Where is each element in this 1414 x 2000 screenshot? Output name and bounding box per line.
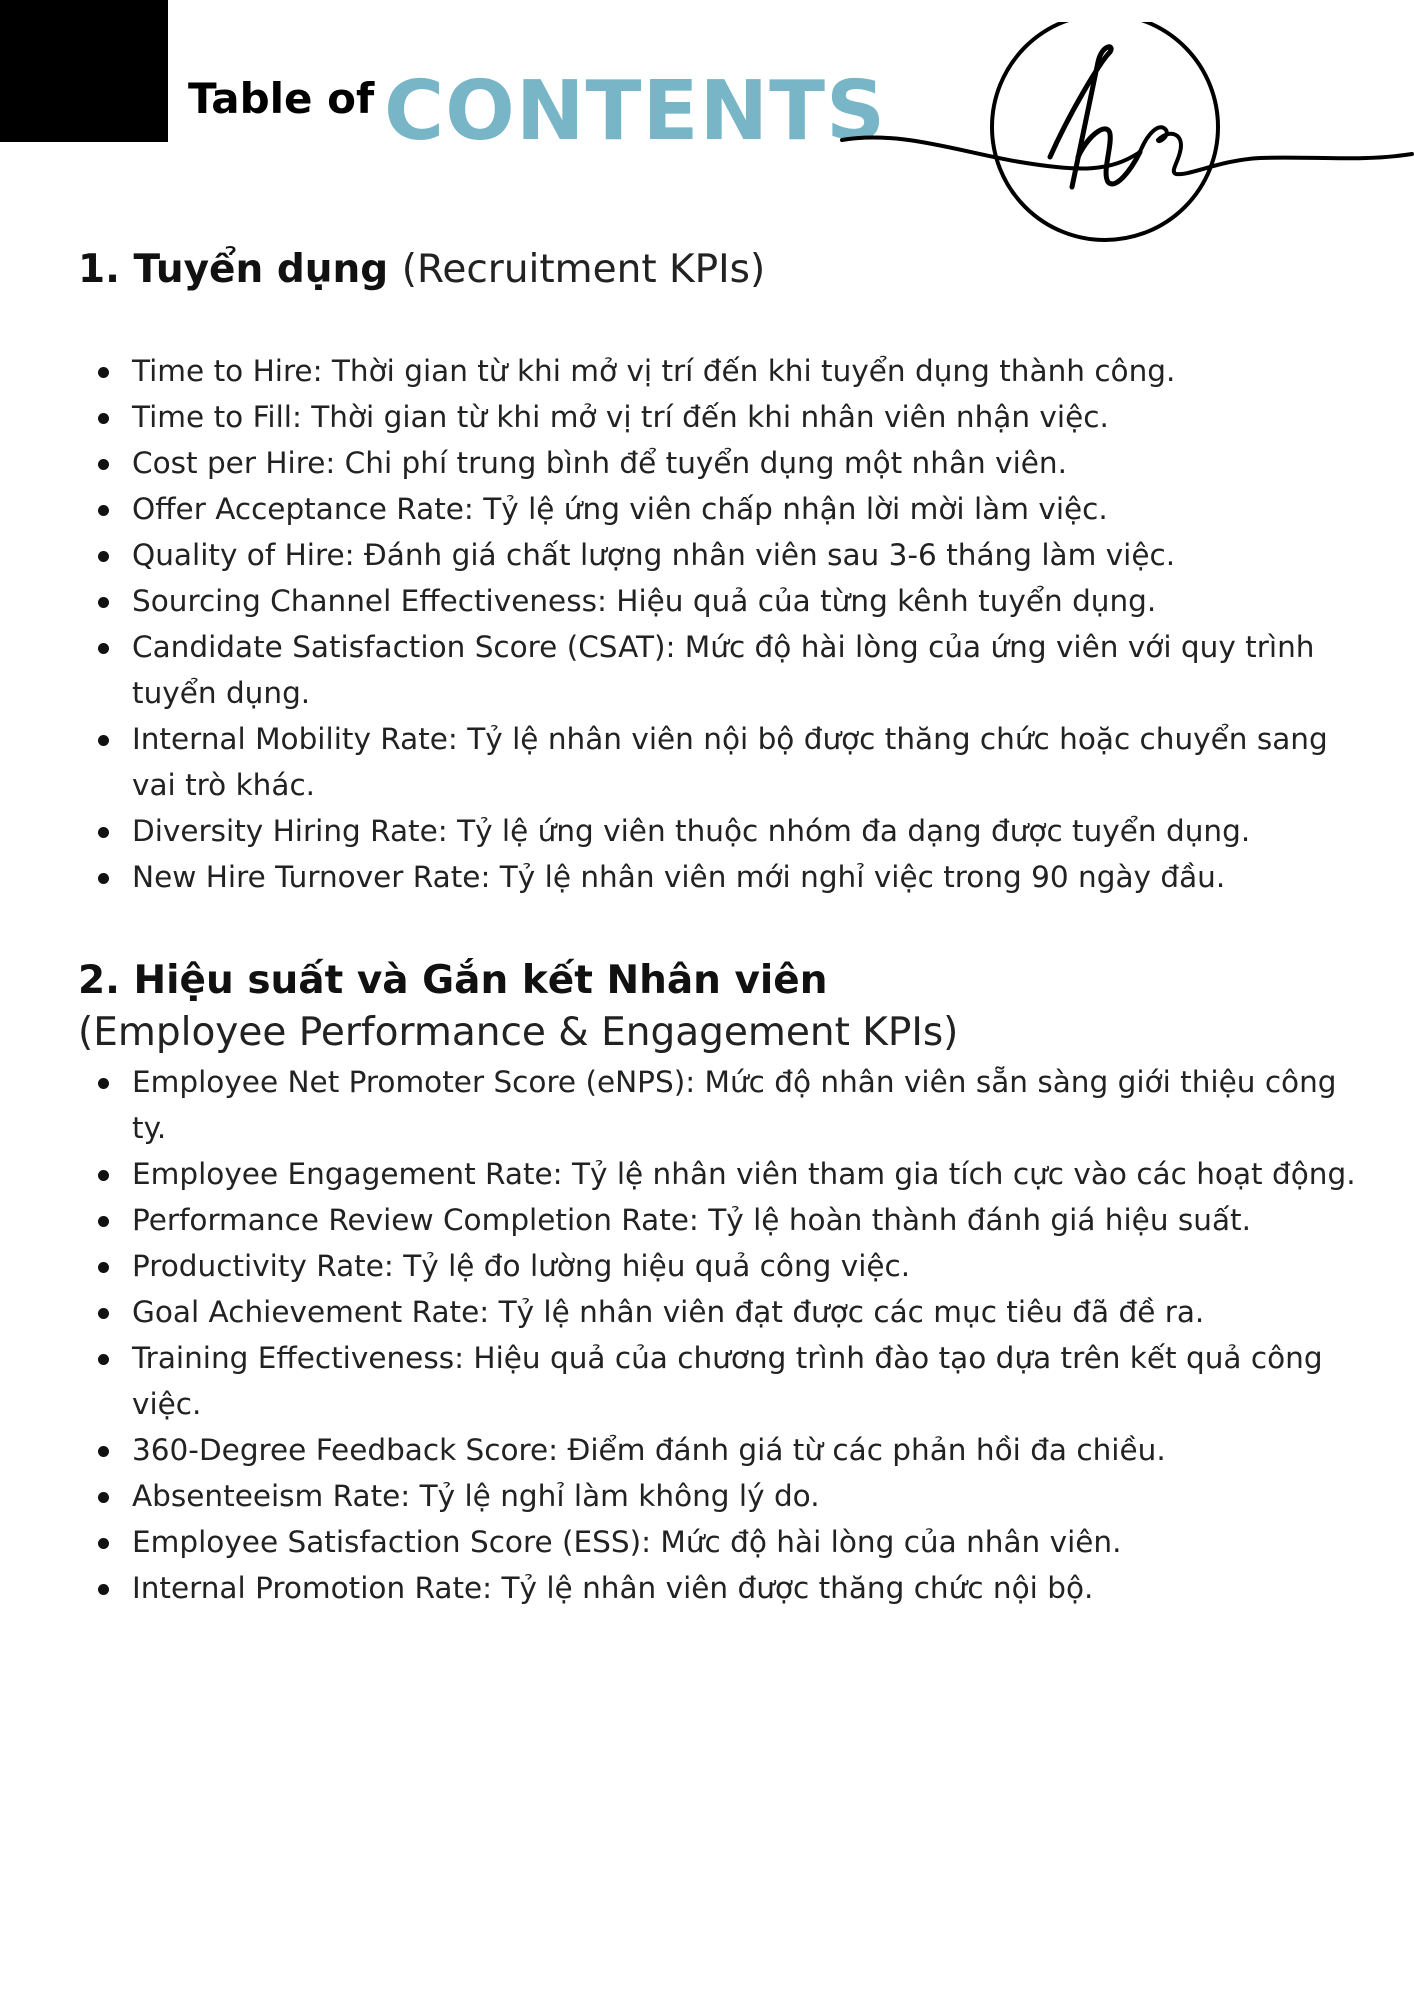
corner-black-block <box>0 0 168 142</box>
list-item: Employee Engagement Rate: Tỷ lệ nhân viên tham gia tích cực vào các hoạt động. <box>132 1151 1368 1197</box>
kpi-list <box>78 1059 1368 1611</box>
section-heading-vn: 2. Hiệu suất và Gắn kết Nhân viên <box>78 958 828 1003</box>
list-item: Cost per Hire: Chi phí trung bình để tuyển dụng một nhân viên. <box>132 440 1368 486</box>
section-heading-en: (Recruitment KPIs) <box>401 247 766 292</box>
logo-text: hr <box>840 22 842 23</box>
list-item: Employee Satisfaction Score (ESS): Mức độ hài lòng của nhân viên. <box>132 1519 1368 1565</box>
list-item: Diversity Hiring Rate: Tỷ lệ ứng viên thuộc nhóm đa dạng được tuyển dụng. <box>132 808 1368 854</box>
section-performance <box>78 955 1368 1611</box>
kpi-list <box>78 348 1368 900</box>
list-item: Time to Hire: Thời gian từ khi mở vị trí đến khi tuyển dụng thành công. <box>132 348 1368 394</box>
table-of-contents <box>78 244 1368 1611</box>
section-heading <box>78 955 1368 1007</box>
list-item: Offer Acceptance Rate: Tỷ lệ ứng viên chấp nhận lời mời làm việc. <box>132 486 1368 532</box>
list-item: Absenteeism Rate: Tỷ lệ nghỉ làm không lý do. <box>132 1473 1368 1519</box>
list-item: Candidate Satisfaction Score (CSAT): Mức độ hài lòng của ứng viên với quy trình tuyển dụng. <box>132 624 1368 716</box>
section-recruitment <box>78 244 1368 900</box>
list-item: Time to Fill: Thời gian từ khi mở vị trí đến khi nhân viên nhận việc. <box>132 394 1368 440</box>
section-heading-vn: 1. Tuyển dụng <box>78 247 389 292</box>
title-prefix: Table of <box>188 74 375 123</box>
list-item: Sourcing Channel Effectiveness: Hiệu quả của từng kênh tuyển dụng. <box>132 578 1368 624</box>
list-item: Quality of Hire: Đánh giá chất lượng nhân viên sau 3-6 tháng làm việc. <box>132 532 1368 578</box>
section-heading-en: (Employee Performance & Engagement KPIs) <box>78 1010 959 1055</box>
list-item: 360-Degree Feedback Score: Điểm đánh giá từ các phản hồi đa chiều. <box>132 1427 1368 1473</box>
list-item: Internal Mobility Rate: Tỷ lệ nhân viên nội bộ được thăng chức hoặc chuyển sang vai trò khác. <box>132 716 1368 808</box>
title-main: CONTENTS <box>384 64 887 159</box>
list-item: Performance Review Completion Rate: Tỷ lệ hoàn thành đánh giá hiệu suất. <box>132 1197 1368 1243</box>
list-item: Employee Net Promoter Score (eNPS): Mức độ nhân viên sẵn sàng giới thiệu công ty. <box>132 1059 1368 1151</box>
section-heading <box>78 244 1368 296</box>
list-item: Training Effectiveness: Hiệu quả của chương trình đào tạo dựa trên kết quả công việc. <box>132 1335 1368 1427</box>
list-item: Internal Promotion Rate: Tỷ lệ nhân viên được thăng chức nội bộ. <box>132 1565 1368 1611</box>
list-item: New Hire Turnover Rate: Tỷ lệ nhân viên mới nghỉ việc trong 90 ngày đầu. <box>132 854 1368 900</box>
list-item: Productivity Rate: Tỷ lệ đo lường hiệu quả công việc. <box>132 1243 1368 1289</box>
hr-logo-icon <box>840 22 1414 262</box>
list-item: Goal Achievement Rate: Tỷ lệ nhân viên đạt được các mục tiêu đã đề ra. <box>132 1289 1368 1335</box>
